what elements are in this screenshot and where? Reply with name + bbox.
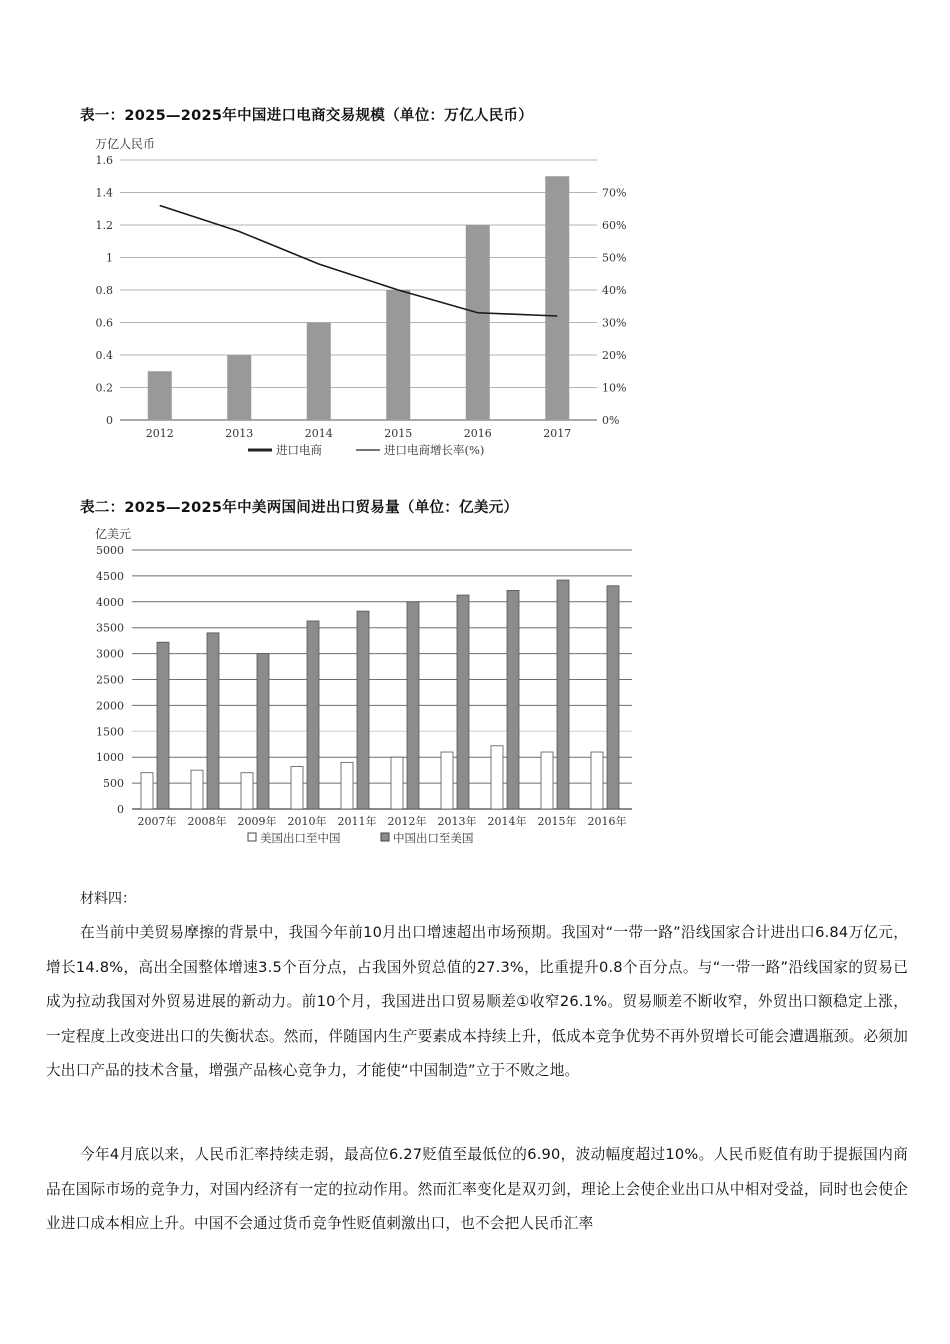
chart1-bar <box>227 355 251 420</box>
chart2-bar-cn <box>157 642 169 809</box>
chart1-legend-label: 进口电商增长率(%) <box>384 443 485 457</box>
chart2-x-tick-label: 2008年 <box>187 815 227 828</box>
chart2-y-tick-label: 2500 <box>96 673 124 687</box>
chart2-bar-cn <box>607 586 619 809</box>
chart2-bar-us <box>591 752 603 809</box>
chart1-bar <box>545 176 569 420</box>
chart1-bar <box>466 225 490 420</box>
chart2-y-tick-label: 500 <box>103 777 124 791</box>
chart2-unit-label: 亿美元 <box>95 527 132 541</box>
chart2-x-tick-label: 2014年 <box>487 815 527 828</box>
chart1-bar <box>386 290 410 420</box>
chart1-bar <box>307 323 331 421</box>
chart1-x-tick-label: 2014 <box>304 427 333 440</box>
chart2-bar-us <box>541 752 553 809</box>
chart1-unit-label: 万亿人民币 <box>95 137 156 151</box>
chart2-bar-us <box>141 773 153 809</box>
chart1-y-tick-label: 0.8 <box>95 284 113 297</box>
chart2-y-tick-label: 0 <box>117 803 124 816</box>
chart2-legend-swatch-cn <box>381 833 389 841</box>
chart1-x-tick-label: 2017 <box>543 427 572 440</box>
chart2-y-tick-label: 4000 <box>96 595 124 609</box>
chart1-x-tick-label: 2016 <box>463 427 492 440</box>
chart1-y2-tick-label: 20% <box>602 349 627 362</box>
chart2-x-tick-label: 2016年 <box>587 815 627 828</box>
chart1-y2-tick-label: 40% <box>602 284 627 297</box>
chart2-bar-us <box>191 770 203 809</box>
us-china-trade-chart <box>0 522 700 852</box>
chart1-y2-tick-label: 30% <box>602 316 627 330</box>
chart2-bar-us <box>491 746 503 809</box>
chart1-y-tick-label: 1.4 <box>95 186 113 200</box>
chart2-bar-cn <box>557 580 569 809</box>
chart2-bar-us <box>341 762 353 809</box>
chart1-x-tick-label: 2013 <box>225 427 254 440</box>
chart2-y-tick-label: 1500 <box>96 725 124 739</box>
chart2-bar-cn <box>307 621 319 809</box>
chart2-bar-us <box>391 757 403 809</box>
chart2-x-tick-label: 2013年 <box>437 815 477 828</box>
chart2-legend-swatch-us <box>248 833 256 841</box>
chart2-x-tick-label: 2012年 <box>387 815 427 828</box>
chart2-x-tick-label: 2007年 <box>137 815 177 828</box>
chart2-x-tick-label: 2009年 <box>237 815 277 828</box>
chart2-y-tick-label: 2000 <box>96 699 124 713</box>
chart1-y-tick-label: 1 <box>106 251 113 265</box>
chart1-y2-tick-label: 10% <box>602 381 627 395</box>
chart2-bar-us <box>441 752 453 809</box>
chart1-y-tick-label: 1.2 <box>95 219 113 232</box>
chart1-legend-label: 进口电商 <box>276 443 322 457</box>
chart2-x-tick-label: 2010年 <box>287 815 327 828</box>
chart2-y-tick-label: 5000 <box>96 544 124 557</box>
chart1-bar <box>148 371 172 420</box>
chart2-bar-cn <box>207 633 219 809</box>
chart2-bar-us <box>241 773 253 809</box>
chart2-caption: 表二：2025—2025年中美两国间进出口贸易量（单位：亿美元） <box>80 500 519 516</box>
chart2-bar-cn <box>457 595 469 809</box>
chart2-y-tick-label: 4500 <box>96 569 124 583</box>
chart1-y2-tick-label: 50% <box>602 251 627 265</box>
chart2-legend-label: 中国出口至美国 <box>393 831 474 845</box>
chart1-y2-tick-label: 60% <box>602 219 627 232</box>
material-title: 材料四： <box>80 891 136 907</box>
chart1-y2-tick-label: 0% <box>602 414 620 427</box>
chart1-x-tick-label: 2015 <box>384 427 413 440</box>
chart2-bar-cn <box>507 590 519 809</box>
chart1-caption: 表一：2025—2025年中国进口电商交易规模（单位：万亿人民币） <box>80 108 534 124</box>
chart1-y2-tick-label: 70% <box>602 186 627 200</box>
chart1-y-tick-label: 0.6 <box>95 316 113 330</box>
chart1-y-tick-label: 0.2 <box>95 381 113 395</box>
chart1-x-tick-label: 2012 <box>145 427 174 440</box>
chart2-bar-cn <box>407 602 419 809</box>
chart1-growth-line <box>160 206 558 317</box>
chart2-y-tick-label: 3000 <box>96 647 124 661</box>
chart2-bar-cn <box>357 611 369 809</box>
chart2-y-tick-label: 1000 <box>96 751 124 765</box>
chart2-x-tick-label: 2015年 <box>537 815 577 828</box>
material-paragraph-1: 在当前中美贸易摩擦的背景中，我国今年前10月出口增速超出市场预期。我国对“一带一路”沿线国家合计进出口6.84万亿元，增长14.8%，高出全国整体增速3.5个百分点，占我国外贸总值的27.3%，比重提升0.8个百分点。与“一带一路”沿线国家的贸易已成为拉动我国对外贸易进展的新动力。前10个月，我国进出口贸易顺差①收窄26.1%。贸易顺差不断收窄，外贸出口额稳定上涨，一定程度上改变进出口的失衡状态。然而，伴随国内生产要素成本持续上升，低成本竞争优势不再外贸增长可能会遭遇瓶颈。必须加大出口产品的技术含量，增强产品核心竞争力，才能使“中国制造”立于不败之地。 <box>46 924 908 1079</box>
chart1-y-tick-label: 0.4 <box>95 349 113 362</box>
chart2-y-tick-label: 3500 <box>96 621 124 635</box>
chart2-legend-label: 美国出口至中国 <box>260 831 341 845</box>
chart2-bar-us <box>291 767 303 809</box>
chart1-y-tick-label: 1.6 <box>95 154 113 167</box>
chart2-x-tick-label: 2011年 <box>337 815 377 828</box>
chart2-bar-cn <box>257 654 269 809</box>
import-ecommerce-chart <box>0 130 700 470</box>
material-paragraph-2: 今年4月底以来，人民币汇率持续走弱，最高位6.27贬值至最低位的6.90，波动幅度超过10%。人民币贬值有助于提振国内商品在国际市场的竞争力，对国内经济有一定的拉动作用。然而汇率变化是双刃剑，理论上会使企业出口从中相对受益，同时也会使企业进口成本相应上升。中国不会通过货币竞争性贬值刺激出口，也不会把人民币汇率 <box>46 1146 908 1232</box>
chart1-y-tick-label: 0 <box>106 414 113 427</box>
